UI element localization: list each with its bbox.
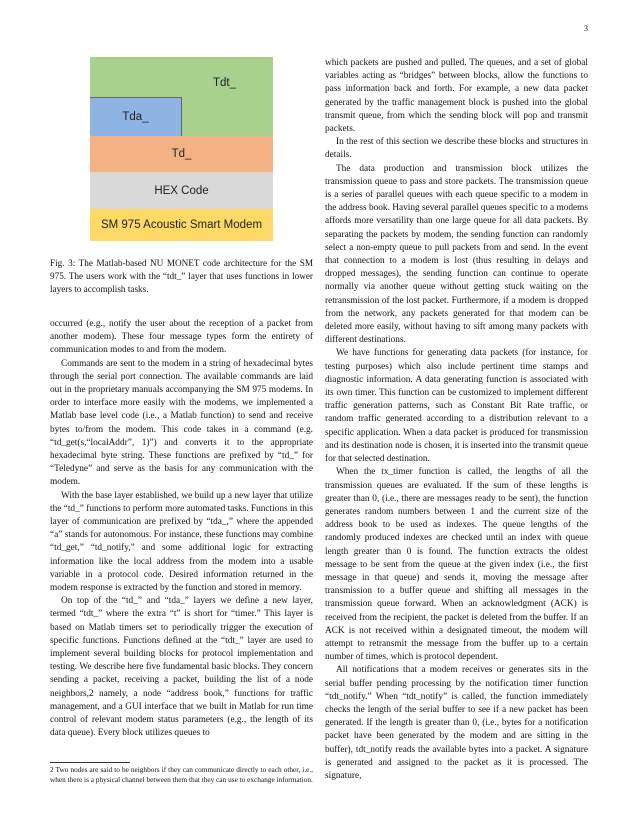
paragraph: All notifications that a modem receives or generates sits in the serial buffer pending processing by the notification timer function “tdt_notify.” When “tdt_notify” is called, the function immediately checks the length of the serial buffer to see if a new packet has been generated. If the length is greater than 0, (i.e., bytes for a notification packet have been generated by the modem and are sitting in the buffer), tdt_notify reads the available bytes into a packet. A signature is generated and assigned to the packet as it is processed. The signature, [325, 665, 588, 781]
paragraph: In the rest of this section we describe these blocks and structures in details. [325, 137, 588, 161]
figure-caption: Fig. 3: The Matlab-based NU MONET code architecture for the SM 975. The users work with the “tdt_” layer that uses functions in lower layers to accomplish tasks. [50, 258, 313, 294]
layer-sm975 [90, 209, 273, 241]
footnote-rule [50, 762, 130, 763]
paragraph: which packets are pushed and pulled. The queues, and a set of global variables acting as “bridges” between blocks, allow the functions to pass information back and forth. For example, a new data packet generated by the traffic management block is pushed into the global transmit queue, from which the sending block will pop and transmit packets. [325, 58, 588, 135]
left-column [50, 318, 313, 741]
paragraph: occurred (e.g., notify the user about the reception of a packet from another modem). These four message types form the entirety of communication modes to and from the modem. [50, 319, 313, 356]
paragraph: When the tx_timer function is called, the lengths of all the transmission queues are evaluated. If the sum of these lengths is greater than 0, (i.e., there are messages ready to be sent), the function generates random numbers between 1 and the current size of the address book to be used as indexes. The queue lengths of the randomly produced indexes are checked until an index with queue length greater than 0 is found. The function extracts the oldest message to be sent from the queue at the given index (i.e., the first message in that queue) and sends it, moving the message after transmission to a buffer queue and shifting all messages in the transmission queue forward. When an acknowledgment (ACK) is received from the recipient, the packet is deleted from the buffer. If an ACK is not received within a designated timeout, the modem will attempt to retransmit the message from the buffer up to a certain number of times, which is protocol dependent. [325, 467, 588, 663]
right-column [325, 57, 588, 783]
layer-hex-label: HEX Code [154, 184, 209, 197]
architecture-figure [90, 57, 273, 241]
layer-td-label: Td_ [171, 148, 192, 160]
layer-hex [90, 172, 273, 209]
layer-td [90, 136, 273, 172]
paragraph: Commands are sent to the modem in a string of hexadecimal bytes through the serial port connection. The available commands are laid out in the proprietary manuals accompanying the SM 975 modems. In order to interface more easily with the modems, we implemented a Matlab base level code (i.e., a Matlab function) to send and receive bytes to/from the modem. This code takes in a command (e.g. “td_get(s,“localAddr”, 1)”) and converts it to the appropriate hexadecimal byte string. These functions are prefixed by “td_” for “Teledyne” and serve as the basis for any communication with the modem. [50, 358, 313, 488]
layer-tda-label: Tda_ [122, 111, 149, 123]
layer-tda [90, 97, 182, 136]
layer-sm975-label: SM 975 Acoustic Smart Modem [100, 219, 263, 231]
paragraph: On top of the “td_” and “tda_” layers we define a new layer, termed “tdt_” where the extra “t” is short for “timer.” This layer is based on Matlab timers set to periodically trigger the execution of specific functions. Functions defined at the “tdt_” layer are used to implement several building blocks for protocol implementation and testing. We describe here five fundamental basic blocks. They concern sending a packet, receiving a packet, building the list of a node neighbors,2 namely, a node “address book,” functions for traffic management, and a GUI interface that we built in Matlab for run time control of relevant modem status parameters (e.g., the length of its data queue). Every block utilizes queues to [50, 596, 313, 739]
footnote: 2 Two nodes are said to be neighbors if they can communicate directly to each other, i.e., when there is a physical channel between them that they can use to exchange information. [50, 765, 313, 784]
paragraph: We have functions for generating data packets (for instance, for testing purposes) which also include pertinent time stamps and diagnostic information. A data generating function is associated with its own timer. This function can be customized to implement different traffic generation patterns, such as Constant Bit Rate traffic, or random traffic generated according to a distribution relevant to a specific application. When a data packet is produced for transmission and its destination node is chosen, it is inserted into the transmit queue for that selected destination. [325, 348, 588, 465]
page-number: 3 [584, 24, 588, 33]
paragraph: The data production and transmission block utilizes the transmission queue to pass and store packets. The transmission queue is a series of parallel queues with each queue specific to a modem in the address book. Having several parallel queues specific to a modems affords more versatility than one large queue for all data packets. By separating the packets by modem, the sending function can randomly select a non-empty queue to pull packets from and send. In the event that connection to a modem is lost (thus resulting in delays and dropped messages), the sending function can continue to operate normally via another queue without getting stuck waiting on the retransmission of the lost packet. Furthermore, if a modem is dropped from the network, any packets generated for that modem can be deleted more easily, without having to sift among many packets with different destinations. [325, 163, 588, 346]
layer-tdt-label: Tdt_ [213, 77, 237, 89]
paragraph: With the base layer established, we build up a new layer that utilize the “td_” functions to perform more automated tasks. Functions in this layer of communication are prefixed by “tda_,” where the appended “a” stands for autonomous. For instance, these functions may combine “td_get,” “td_notify,” and some additional logic for extracting information like the local address from the modem into a usable variable in a protocol code. Desired information returned in the modem response is extracted by the function and stored in memory. [50, 490, 313, 594]
